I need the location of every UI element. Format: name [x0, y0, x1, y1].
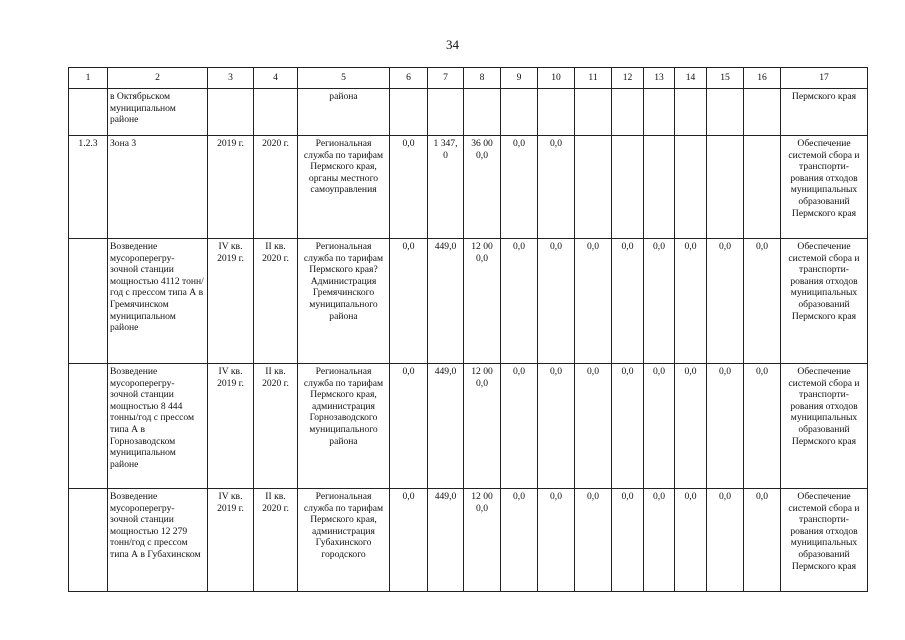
value-cell	[644, 89, 675, 136]
end-date: II кв. 2020 г.	[254, 364, 298, 489]
value-cell	[707, 136, 744, 239]
value-cell: 1 347, 0	[428, 136, 464, 239]
column-number: 14	[675, 68, 707, 89]
value-cell: 0,0	[644, 364, 675, 489]
value-cell	[644, 136, 675, 239]
value-cell: 0,0	[538, 239, 575, 364]
value-cell: 0,0	[390, 489, 428, 592]
column-number: 8	[464, 68, 501, 89]
start-date: IV кв. 2019 г.	[208, 364, 254, 489]
column-number: 13	[644, 68, 675, 89]
value-cell: 449,0	[428, 239, 464, 364]
row-code	[69, 89, 108, 136]
value-cell	[428, 89, 464, 136]
table-row	[69, 364, 868, 489]
value-cell: 0,0	[744, 489, 781, 592]
expected-result: Обеспечение системой сбора и транспорти- рования отходов муниципальных образований Пермского края	[781, 136, 868, 239]
value-cell: 0,0	[644, 489, 675, 592]
row-code	[69, 489, 108, 592]
value-cell	[612, 136, 644, 239]
value-cell: 0,0	[501, 136, 538, 239]
start-date	[208, 89, 254, 136]
value-cell	[744, 89, 781, 136]
value-cell	[675, 89, 707, 136]
end-date: 2020 г.	[254, 136, 298, 239]
start-date: IV кв. 2019 г.	[208, 489, 254, 592]
expected-result: Обеспечение системой сбора и транспорти- рования отходов муниципальных образований Пермского края	[781, 239, 868, 364]
value-cell: 0,0	[707, 489, 744, 592]
table-row	[69, 89, 868, 136]
column-number: 16	[744, 68, 781, 89]
value-cell: 449,0	[428, 364, 464, 489]
column-number: 3	[208, 68, 254, 89]
executor: Региональная служба по тарифам Пермского края? Администрация Гремячинского муниципального района	[298, 239, 390, 364]
value-cell: 0,0	[744, 239, 781, 364]
value-cell: 0,0	[707, 364, 744, 489]
column-number: 15	[707, 68, 744, 89]
column-number-row	[69, 68, 868, 89]
end-date	[254, 89, 298, 136]
executor: Региональная служба по тарифам Пермского края, администрация Губахинского городского	[298, 489, 390, 592]
measure-name: Возведение мусороперегру- зочной станции мощностью 4112 тонн/год с прессом типа А в Гремячинском муниципальном районе	[108, 239, 208, 364]
value-cell: 0,0	[744, 364, 781, 489]
program-table	[68, 67, 868, 592]
value-cell	[612, 89, 644, 136]
table-row	[69, 489, 868, 592]
value-cell: 0,0	[675, 489, 707, 592]
measure-name: в Октябрьском муниципальном районе	[108, 89, 208, 136]
row-code	[69, 364, 108, 489]
column-number: 17	[781, 68, 868, 89]
value-cell: 12 00 0,0	[464, 364, 501, 489]
value-cell: 0,0	[538, 364, 575, 489]
value-cell: 12 00 0,0	[464, 489, 501, 592]
value-cell	[501, 89, 538, 136]
value-cell	[390, 89, 428, 136]
value-cell	[464, 89, 501, 136]
value-cell: 36 00 0,0	[464, 136, 501, 239]
executor: Региональная служба по тарифам Пермского края, органы местного самоуправления	[298, 136, 390, 239]
measure-name: Зона 3	[108, 136, 208, 239]
measure-name: Возведение мусороперегру- зочной станции мощностью 12 279 тонн/год с прессом типа А в Губахинском	[108, 489, 208, 592]
value-cell: 0,0	[501, 489, 538, 592]
column-number: 12	[612, 68, 644, 89]
value-cell	[675, 136, 707, 239]
column-number: 2	[108, 68, 208, 89]
expected-result: Обеспечение системой сбора и транспорти- рования отходов муниципальных образований Пермского края	[781, 364, 868, 489]
start-date: IV кв. 2019 г.	[208, 239, 254, 364]
value-cell: 0,0	[575, 489, 612, 592]
value-cell	[707, 89, 744, 136]
column-number: 11	[575, 68, 612, 89]
value-cell: 0,0	[675, 364, 707, 489]
value-cell	[538, 89, 575, 136]
executor: Региональная служба по тарифам Пермского края, администрация Горнозаводского муниципального района	[298, 364, 390, 489]
value-cell: 0,0	[675, 239, 707, 364]
value-cell: 0,0	[612, 239, 644, 364]
value-cell: 0,0	[612, 489, 644, 592]
executor: района	[298, 89, 390, 136]
value-cell	[744, 136, 781, 239]
measure-name: Возведение мусороперегру- зочной станции мощностью 8 444 тонны/год с прессом типа А в Горнозаводском муниципальном районе	[108, 364, 208, 489]
value-cell	[575, 136, 612, 239]
end-date: II кв. 2020 г.	[254, 489, 298, 592]
value-cell: 0,0	[501, 239, 538, 364]
value-cell: 0,0	[612, 364, 644, 489]
value-cell: 0,0	[390, 136, 428, 239]
expected-result: Обеспечение системой сбора и транспорти- рования отходов муниципальных образований Пермского края	[781, 489, 868, 592]
value-cell: 0,0	[538, 136, 575, 239]
end-date: II кв. 2020 г.	[254, 239, 298, 364]
row-code	[69, 239, 108, 364]
value-cell	[575, 89, 612, 136]
value-cell: 0,0	[538, 489, 575, 592]
value-cell: 449,0	[428, 489, 464, 592]
value-cell: 0,0	[707, 239, 744, 364]
value-cell: 0,0	[390, 364, 428, 489]
column-number: 4	[254, 68, 298, 89]
table-row	[69, 239, 868, 364]
column-number: 7	[428, 68, 464, 89]
column-number: 10	[538, 68, 575, 89]
start-date: 2019 г.	[208, 136, 254, 239]
value-cell: 0,0	[575, 364, 612, 489]
value-cell: 0,0	[575, 239, 612, 364]
value-cell: 0,0	[501, 364, 538, 489]
value-cell: 0,0	[644, 239, 675, 364]
value-cell: 0,0	[390, 239, 428, 364]
column-number: 1	[69, 68, 108, 89]
row-code: 1.2.3	[69, 136, 108, 239]
column-number: 6	[390, 68, 428, 89]
expected-result: Пермского края	[781, 89, 868, 136]
column-number: 5	[298, 68, 390, 89]
value-cell: 12 00 0,0	[464, 239, 501, 364]
column-number: 9	[501, 68, 538, 89]
page-number: 34	[446, 37, 459, 52]
table-row	[69, 136, 868, 239]
